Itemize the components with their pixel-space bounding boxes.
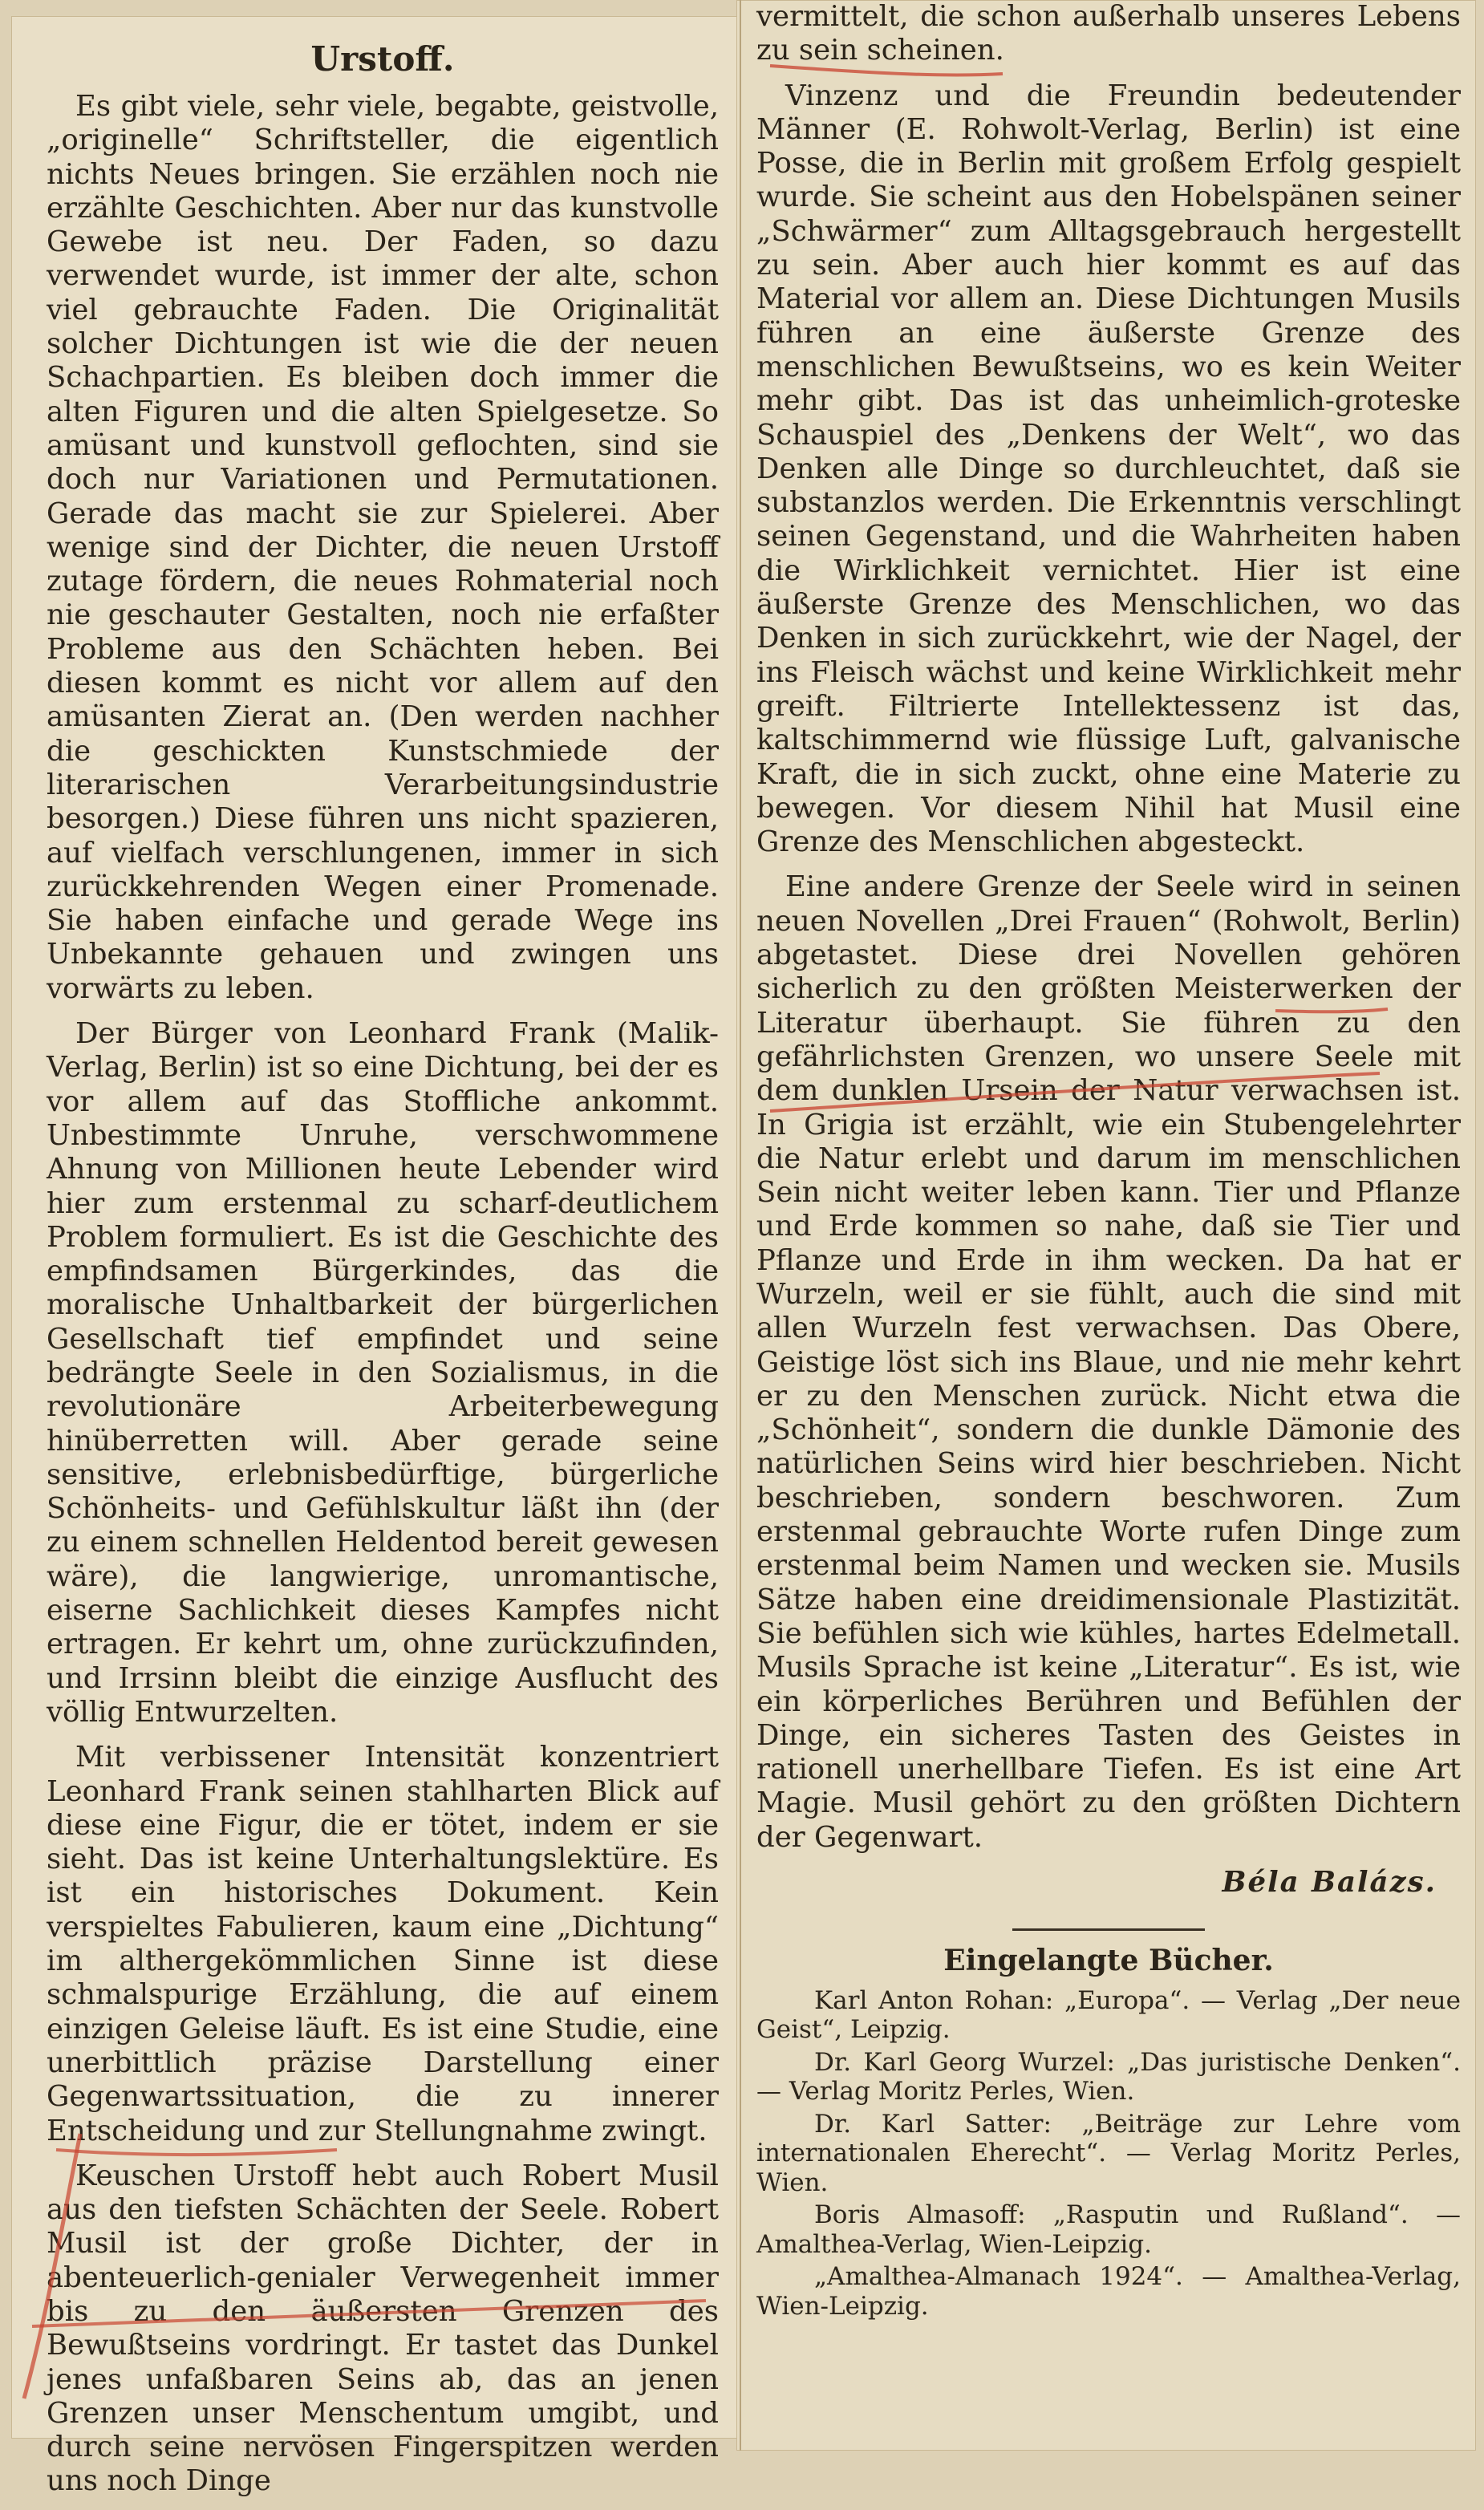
book-entry: Karl Anton Rohan: „Europa“. — Verlag „Der neue Geist“, Leipzig.	[756, 1985, 1461, 2045]
article-title: Urstoff.	[310, 39, 455, 79]
book-entry: Boris Almasoff: „Rasputin und Rußland“. — Amalthea-Verlag, Wien-Leipzig.	[756, 2200, 1461, 2259]
article-paragraph: Es gibt viele, sehr viele, begabte, geistvolle, „originelle“ Schriftsteller, die eigentlich nichts Neues bringen. Sie erzählen noch nie erzählte Geschichten. Aber nur das kunstvolle Gewebe ist neu. Der Faden, so dazu verwendet wurde, ist immer der alte, schon viel gebrauchte Faden. Die Originalität solcher Dichtungen ist wie die der neuen Schachpartien. Es bleiben doch immer die alten Figuren und die alten Spielgesetze. So amüsant und kunstvoll geflochten, sind sie doch nur Variationen und Permutationen. Gerade das macht sie zur Spielerei. Aber wenige sind der Dichter, die neuen Urstoff zutage fördern, die neues Rohmaterial noch nie geschauter Gestalten, noch nie erfaßter Probleme aus den Schächten heben. Bei diesen kommt es nicht vor allem auf den amüsanten Zierat an. (Den werden nachher die geschickten Kunstschmiede der literarischen Verarbeitungsindustrie besorgen.) Diese führen uns nicht spazieren, auf vielfach verschlungenen, immer in sich zurückkehrenden Wegen einer Promenade. Sie haben einfache und gerade Wege ins Unbekannte gehauen und zwingen uns vorwärts zu leben.	[47, 90, 719, 1005]
column-divider	[740, 0, 741, 2451]
article-paragraph: Mit verbissener Intensität konzentriert Leonhard Frank seinen stahlharten Blick auf diese eine Figur, die er tötet, indem er sie sieht. Das ist keine Unterhaltungslektüre. Es ist ein historisches Dokument. Kein verspieltes Fabulieren, kaum eine „Dichtung“ im althergekömmlichen Sinne ist diese schmalspurige Erzählung, die auf einem einzigen Geleise läuft. Es ist eine Studie, eine unerbittlich präzise Darstellung einer Gegenwartssituation, die zu innerer Entscheidung und zur Stellungnahme zwingt.	[47, 1741, 719, 2147]
author-signature: Béla Balázs.	[1222, 1866, 1437, 1900]
article-column-right	[742, 0, 1472, 2324]
article-paragraph: Eine andere Grenze der Seele wird in seinen neuen Novellen „Drei Frauen“ (Rohwolt, Berlin) abgetastet. Diese drei Novellen gehören sicherlich zu den größten Meisterwerken der Literatur überhaupt. Sie führen zu den gefährlichsten Grenzen, wo unsere Seele mit dem dunklen Ursein der Natur verwachsen ist. In Grigia ist erzählt, wie ein Stubengelehrter die Natur erlebt und darum im menschlichen Sein nicht weiter leben kann. Tier und Pflanze und Erde kommen so nahe, daß sie Tier und Pflanze und Erde in ihm wecken. Da hat er Wurzeln, weil er sie fühlt, auch die sind mit allen Wurzeln fest verwachsen. Das Obere, Geistige löst sich ins Blaue, und nie mehr kehrt er zu den Menschen zurück. Nicht etwa die „Schönheit“, sondern die dunkle Dämonie des natürlichen Seins wird hier beschrieben. Nicht beschrieben, sondern beschworen. Zum erstenmal gebrauchte Worte rufen Dinge zum erstenmal beim Namen und wecken sie. Musils Sätze haben eine dreidimensionale Plastizität. Sie befühlen sich wie kühles, hartes Edelmetall. Musils Sprache ist keine „Literatur“. Es ist, wie ein körperliches Berühren und Befühlen der Dinge, ein sicheres Tasten des Geistes in rationell unerhellbare Tiefen. Es ist eine Art Magie. Musil gehört zu den größten Dichtern der Gegenwart.	[756, 870, 1461, 1854]
section-divider	[1012, 1928, 1205, 1931]
article-column-left	[32, 0, 730, 2510]
article-paragraph: Der Bürger von Leonhard Frank (Malik-Verlag, Berlin) ist so eine Dichtung, bei der es vor allem auf das Stoffliche ankommt. Unbestimmte Unruhe, verschwommene Ahnung von Millionen heute Lebender wird hier zum erstenmal zu scharf-deutlichem Problem formuliert. Es ist die Geschichte des empfindsamen Bürgerkindes, das die moralische Unhaltbarkeit der bürgerlichen Gesellschaft tief empfindet und seine bedrängte Seele in den Sozialismus, in die revolutionäre Arbeiterbewegung hinüberretten will. Aber gerade seine sensitive, erlebnisbedürftige, bürgerliche Schönheits- und Gefühlskultur läßt ihn (der zu einem schnellen Heldentod bereit gewesen wäre), die langwierige, unromantische, eiserne Sachlichkeit dieses Kampfes nicht ertragen. Er kehrt um, ohne zurückzufinden, und Irrsinn bleibt die einzige Ausflucht des völlig Entwurzelten.	[47, 1017, 719, 1729]
article-paragraph: Keuschen Urstoff hebt auch Robert Musil aus den tiefsten Schächten der Seele. Robert Musil ist der große Dichter, der in abenteuerlich-genialer Verwegenheit immer bis zu den äußersten Grenzen des Bewußtseins vordringt. Er tastet das Dunkel jenes unfaßbaren Seins ab, das an jenen Grenzen unser Menschentum umgibt, und durch seine nervösen Fingerspitzen werden uns noch Dinge	[47, 2159, 719, 2498]
book-entry: Dr. Karl Satter: „Beiträge zur Lehre vom internationalen Eherecht“. — Verlag Moritz Perles, Wien.	[756, 2109, 1461, 2197]
book-entry: Dr. Karl Georg Wurzel: „Das juristische Denken“. — Verlag Moritz Perles, Wien.	[756, 2047, 1461, 2107]
article-paragraph: Vinzenz und die Freundin bedeutender Männer (E. Rohwolt-Verlag, Berlin) ist eine Posse, die in Berlin mit großem Erfolg gespielt wurde. Sie scheint aus den Hobelspänen seiner „Schwärmer“ zum Alltagsgebrauch hergestellt zu sein. Aber auch hier kommt es auf das Material vor allem an. Diese Dichtungen Musils führen an eine äußerste Grenze des menschlichen Bewußtseins, wo es kein Weiter mehr gibt. Das ist das unheimlich-groteske Schauspiel des „Denkens der Welt“, wo das Denken alle Dinge so durchleuchtet, daß sie substanzlos werden. Die Erkenntnis verschlingt seinen Gegenstand, und die Wahrheiten haben die Wirklichkeit vernichtet. Hier ist eine äußerste Grenze des Menschlichen, wo das Denken in sich zurückkehrt, wie der Nagel, der ins Fleisch wächst und keine Wirklichkeit mehr greift. Filtrierte Intellektessenz ist das, kaltschimmernd wie flüssige Luft, galvanische Kraft, die in sich zuckt, ohne eine Materie zu bewegen. Vor diesem Nihil hat Musil eine Grenze des Menschlichen abgesteckt.	[756, 79, 1461, 859]
received-books-heading: Eingelangte Bücher.	[943, 1944, 1274, 1978]
article-paragraph: vermittelt, die schon außerhalb unseres Lebens zu sein scheinen.	[756, 0, 1461, 67]
book-entry: „Amalthea-Almanach 1924“. — Amalthea-Verlag, Wien-Leipzig.	[756, 2262, 1461, 2321]
